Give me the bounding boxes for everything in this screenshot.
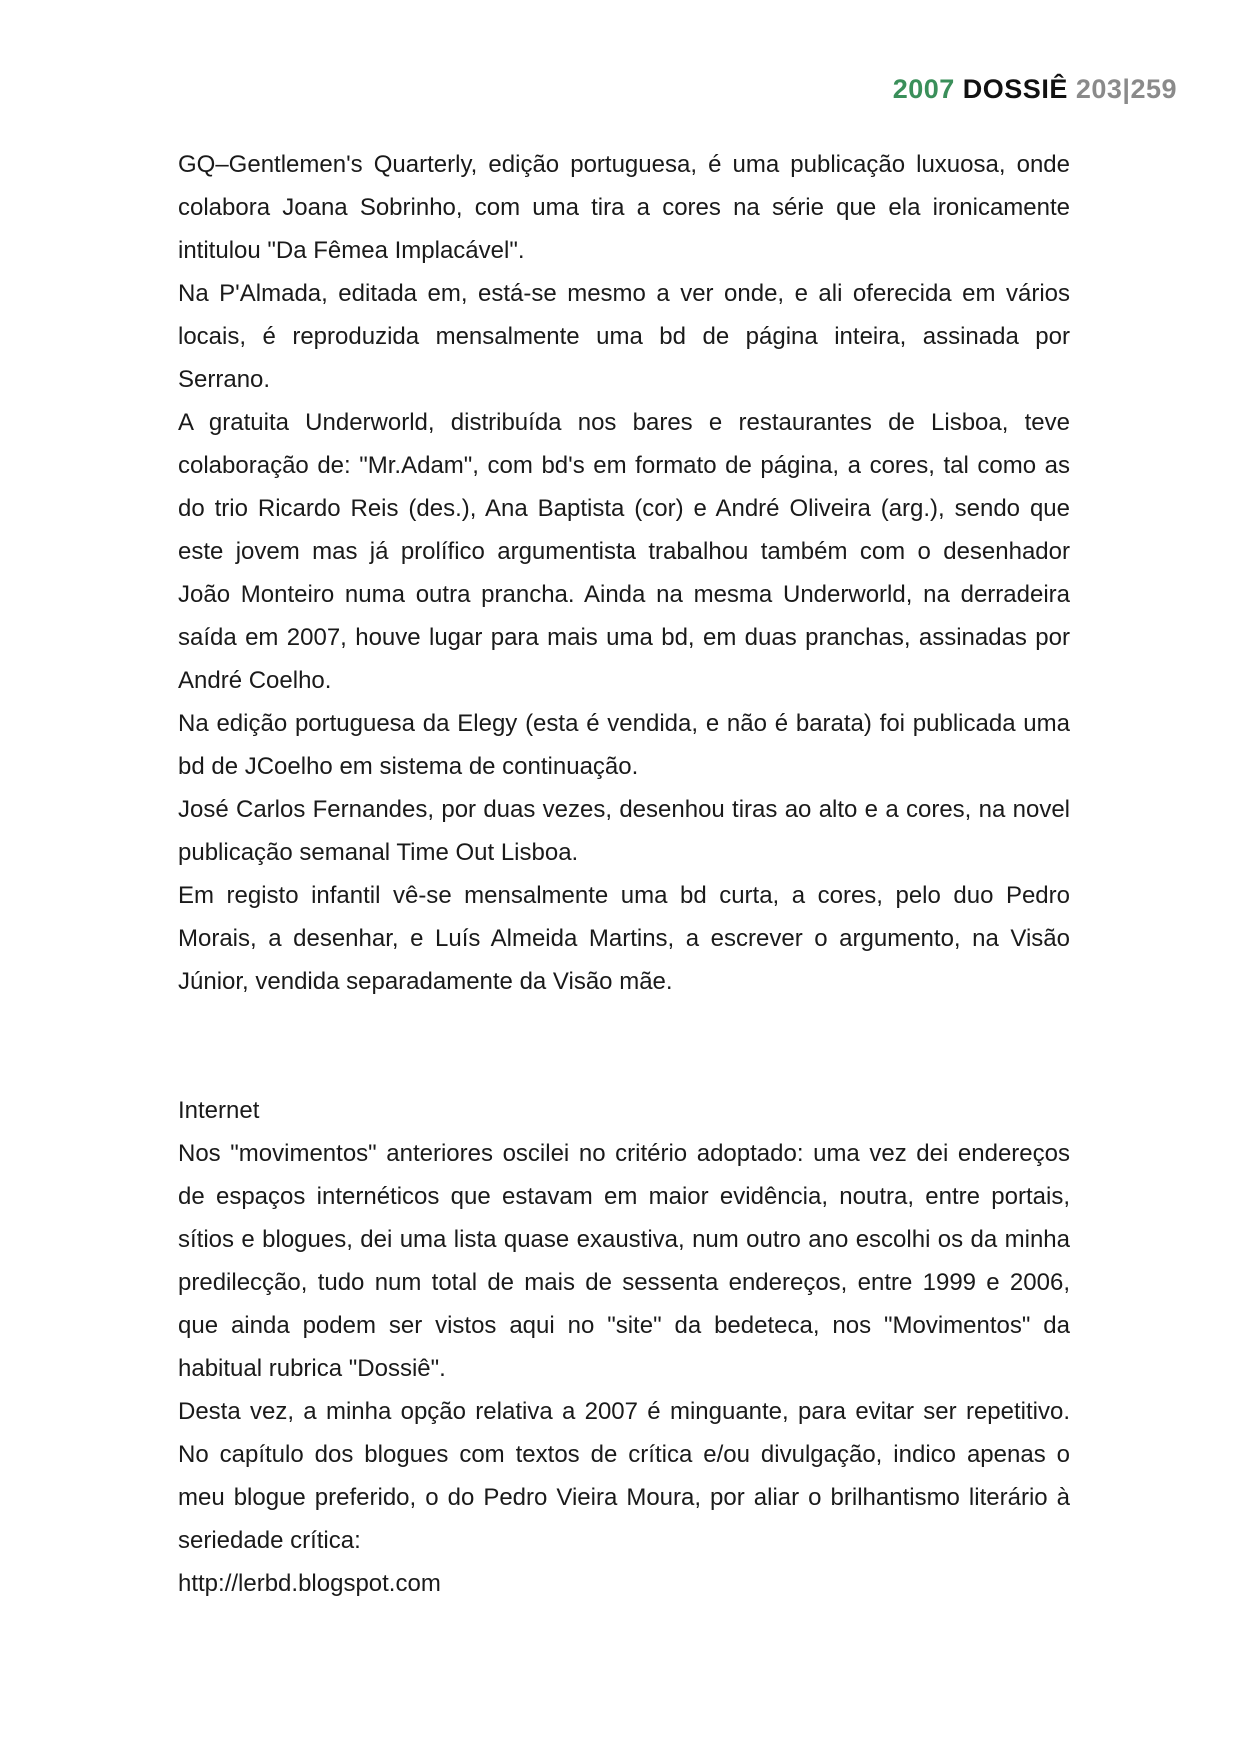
paragraph-movimentos: Nos "movimentos" anteriores oscilei no critério adoptado: uma vez dei endereços de espaços internéticos que estavam em maior evidência, noutra, entre portais, sítios e blogues, dei uma lista quase exaustiva, num outro ano escolhi os da minha predilecção, tudo num total de mais de sessenta endereços, entre 1999 e 2006, que ainda podem ser vistos aqui no "site" da bedeteca, nos "Movimentos" da habitual rubrica "Dossiê". [178, 1140, 1070, 1382]
section-spacer [178, 1003, 1070, 1089]
document-body [178, 143, 1070, 1605]
paragraph-opcao-2007: Desta vez, a minha opção relativa a 2007 é minguante, para evitar ser repetitivo. No capítulo dos blogues com textos de crítica e/ou divulgação, indico apenas o meu blogue preferido, o do Pedro Vieira Moura, por aliar o brilhantismo literário à seriedade crítica: [178, 1398, 1070, 1554]
page-header [893, 74, 1177, 105]
header-page-numbers: 203|259 [1075, 74, 1177, 104]
paragraph-palmada: Na P'Almada, editada em, está-se mesmo a ver onde, e ali oferecida em vários locais, é reproduzida mensalmente uma bd de página inteira, assinada por Serrano. [178, 280, 1070, 393]
paragraph-underworld: A gratuita Underworld, distribuída nos bares e restaurantes de Lisboa, teve colaboração de: "Mr.Adam", com bd's em formato de página, a cores, tal como as do trio Ricardo Reis (des.), Ana Baptista (cor) e André Oliveira (arg.), sendo que este jovem mas já prolífico argumentista trabalhou também com o desenhador João Monteiro numa outra prancha. Ainda na mesma Underworld, na derradeira saída em 2007, houve lugar para mais uma bd, em duas pranchas, assinadas por André Coelho. [178, 409, 1070, 694]
paragraph-elegy: Na edição portuguesa da Elegy (esta é vendida, e não é barata) foi publicada uma bd de JCoelho em sistema de continuação. [178, 710, 1070, 780]
blog-link[interactable]: http://lerbd.blogspot.com [178, 1570, 441, 1597]
paragraph-visao-junior: Em registo infantil vê-se mensalmente uma bd curta, a cores, pelo duo Pedro Morais, a desenhar, e Luís Almeida Martins, a escrever o argumento, na Visão Júnior, vendida separadamente da Visão mãe. [178, 882, 1070, 995]
paragraph-time-out: José Carlos Fernandes, por duas vezes, desenhou tiras ao alto e a cores, na novel publicação semanal Time Out Lisboa. [178, 796, 1070, 866]
paragraph-gq: GQ–Gentlemen's Quarterly, edição portuguesa, é uma publicação luxuosa, onde colabora Joana Sobrinho, com uma tira a cores na série que ela ironicamente intitulou "Da Fêmea Implacável". [178, 151, 1070, 264]
header-year: 2007 [892, 74, 955, 104]
section-heading-internet: Internet [178, 1097, 260, 1124]
header-title: DOSSIÊ [962, 74, 1068, 104]
